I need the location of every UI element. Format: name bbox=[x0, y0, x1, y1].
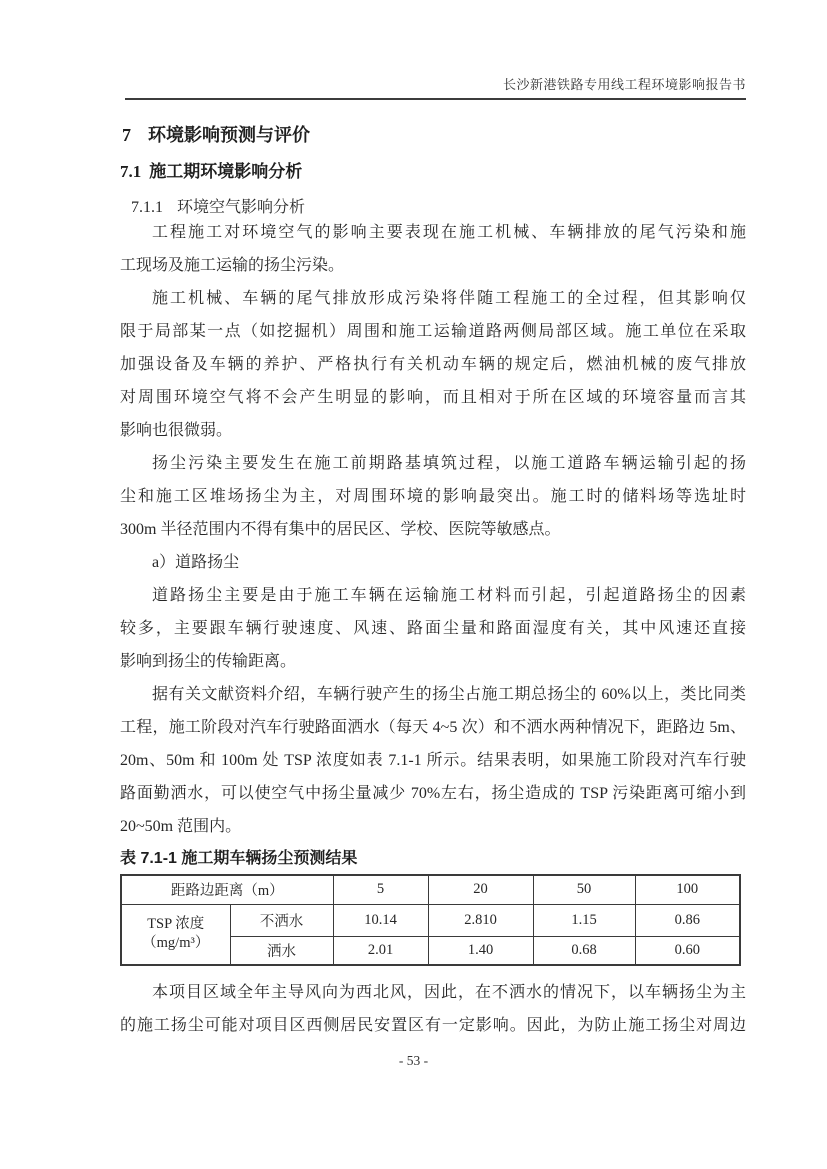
body-text bbox=[120, 216, 746, 1042]
table-row bbox=[121, 904, 740, 936]
table-cell-value: 1.40 bbox=[428, 936, 533, 965]
chapter-title: 环境影响预测与评价 bbox=[148, 125, 310, 145]
dust-prediction-table bbox=[120, 874, 741, 966]
table-cell-distance-label: 距路边距离（m） bbox=[121, 875, 333, 904]
table-cell-value: 10.14 bbox=[333, 904, 428, 936]
tsp-unit: （mg/m³） bbox=[142, 935, 210, 952]
page-number: - 53 - bbox=[398, 1053, 429, 1068]
paragraph-line: 据有关文献资料介绍，车辆行驶产生的扬尘占施工期总扬尘的 60%以上，类比同类 bbox=[152, 686, 746, 703]
table-cell-tsp-label bbox=[121, 904, 230, 965]
table-cell-distance: 50 bbox=[533, 875, 635, 904]
table-cell-value: 2.01 bbox=[333, 936, 428, 965]
table-caption: 表 7.1-1 施工期车辆扬尘预测结果 bbox=[120, 850, 358, 867]
table-cell-distance: 100 bbox=[635, 875, 740, 904]
table-cell-value: 2.810 bbox=[428, 904, 533, 936]
paragraph-line: 较多，主要跟车辆行驶速度、风速、路面尘量和路面湿度有关，其中风速还直接 bbox=[120, 620, 746, 637]
paragraph-line: 尘和施工区堆场扬尘为主，对周围环境的影响最突出。施工时的储料场等选址时 bbox=[120, 488, 746, 505]
paragraph-line: 道路扬尘主要是由于施工车辆在运输施工材料而引起，引起道路扬尘的因素 bbox=[152, 587, 746, 604]
list-item-heading: a）道路扬尘 bbox=[152, 554, 240, 571]
paragraph-line: 加强设备及车辆的养护、严格执行有关机动车辆的规定后，燃油机械的废气排放 bbox=[120, 356, 746, 373]
table-cell-value: 0.60 bbox=[635, 936, 740, 965]
paragraph-line: 扬尘污染主要发生在施工前期路基填筑过程，以施工道路车辆运输引起的扬 bbox=[152, 455, 746, 472]
paragraph-line: 影响也很微弱。 bbox=[120, 422, 233, 439]
subsection-heading bbox=[131, 194, 305, 217]
section-heading bbox=[120, 157, 302, 182]
chapter-number: 7 bbox=[122, 125, 131, 145]
table-cell-value: 0.68 bbox=[533, 936, 635, 965]
paragraph-line: 影响到扬尘的传输距离。 bbox=[120, 653, 297, 670]
tsp-label: TSP 浓度 bbox=[147, 916, 205, 933]
subsection-title: 环境空气影响分析 bbox=[177, 199, 306, 216]
table-cell-distance: 20 bbox=[428, 875, 533, 904]
paragraph-line: 的施工扬尘可能对项目区西侧居民安置区有一定影响。因此，为防止施工扬尘对周边 bbox=[120, 1017, 746, 1034]
paragraph-line: 工现场及施工运输的扬尘污染。 bbox=[120, 257, 345, 274]
paragraph-line: 20~50m 范围内。 bbox=[120, 818, 242, 835]
closing-paragraph bbox=[120, 976, 746, 1042]
table-cell-value: 1.15 bbox=[533, 904, 635, 936]
paragraph-line: 工程施工对环境空气的影响主要表现在施工机械、车辆排放的尾气污染和施 bbox=[152, 224, 746, 241]
paragraph-line: 对周围环境空气将不会产生明显的影响，而且相对于所在区域的环境容量而言其 bbox=[120, 389, 746, 406]
subsection-number: 7.1.1 bbox=[131, 199, 163, 216]
paragraph-line: 施工机械、车辆的尾气排放形成污染将伴随工程施工的全过程，但其影响仅 bbox=[152, 290, 746, 307]
table-cell-condition: 洒水 bbox=[230, 936, 333, 965]
table-cell-distance: 5 bbox=[333, 875, 428, 904]
chapter-heading bbox=[122, 121, 310, 147]
table-cell-condition: 不洒水 bbox=[230, 904, 333, 936]
page-footer bbox=[0, 1053, 827, 1069]
paragraph-line: 本项目区域全年主导风向为西北风，因此，在不洒水的情况下，以车辆扬尘为主 bbox=[152, 984, 746, 1001]
paragraph-line: 路面勤洒水，可以使空气中扬尘量减少 70%左右，扬尘造成的 TSP 污染距离可缩小到 bbox=[120, 785, 746, 802]
report-header bbox=[125, 74, 746, 100]
section-number: 7.1 bbox=[120, 162, 142, 181]
table-header-row bbox=[121, 875, 740, 904]
paragraph-line: 工程，施工阶段对汽车行驶路面洒水（每天 4~5 次）和不洒水两种情况下，距路边 5m、 bbox=[120, 719, 746, 736]
paragraph-line: 限于局部某一点（如挖掘机）周围和施工运输道路两侧局部区域。施工单位在采取 bbox=[120, 323, 746, 340]
section-title: 施工期环境影响分析 bbox=[149, 162, 303, 181]
paragraph-line: 20m、50m 和 100m 处 TSP 浓度如表 7.1-1 所示。结果表明，如果施工阶段对汽车行驶 bbox=[120, 752, 746, 769]
table-cell-value: 0.86 bbox=[635, 904, 740, 936]
paragraph-line: 300m 半径范围内不得有集中的居民区、学校、医院等敏感点。 bbox=[120, 521, 561, 538]
header-doc-title: 长沙新港铁路专用线工程环境影响报告书 bbox=[502, 77, 746, 92]
